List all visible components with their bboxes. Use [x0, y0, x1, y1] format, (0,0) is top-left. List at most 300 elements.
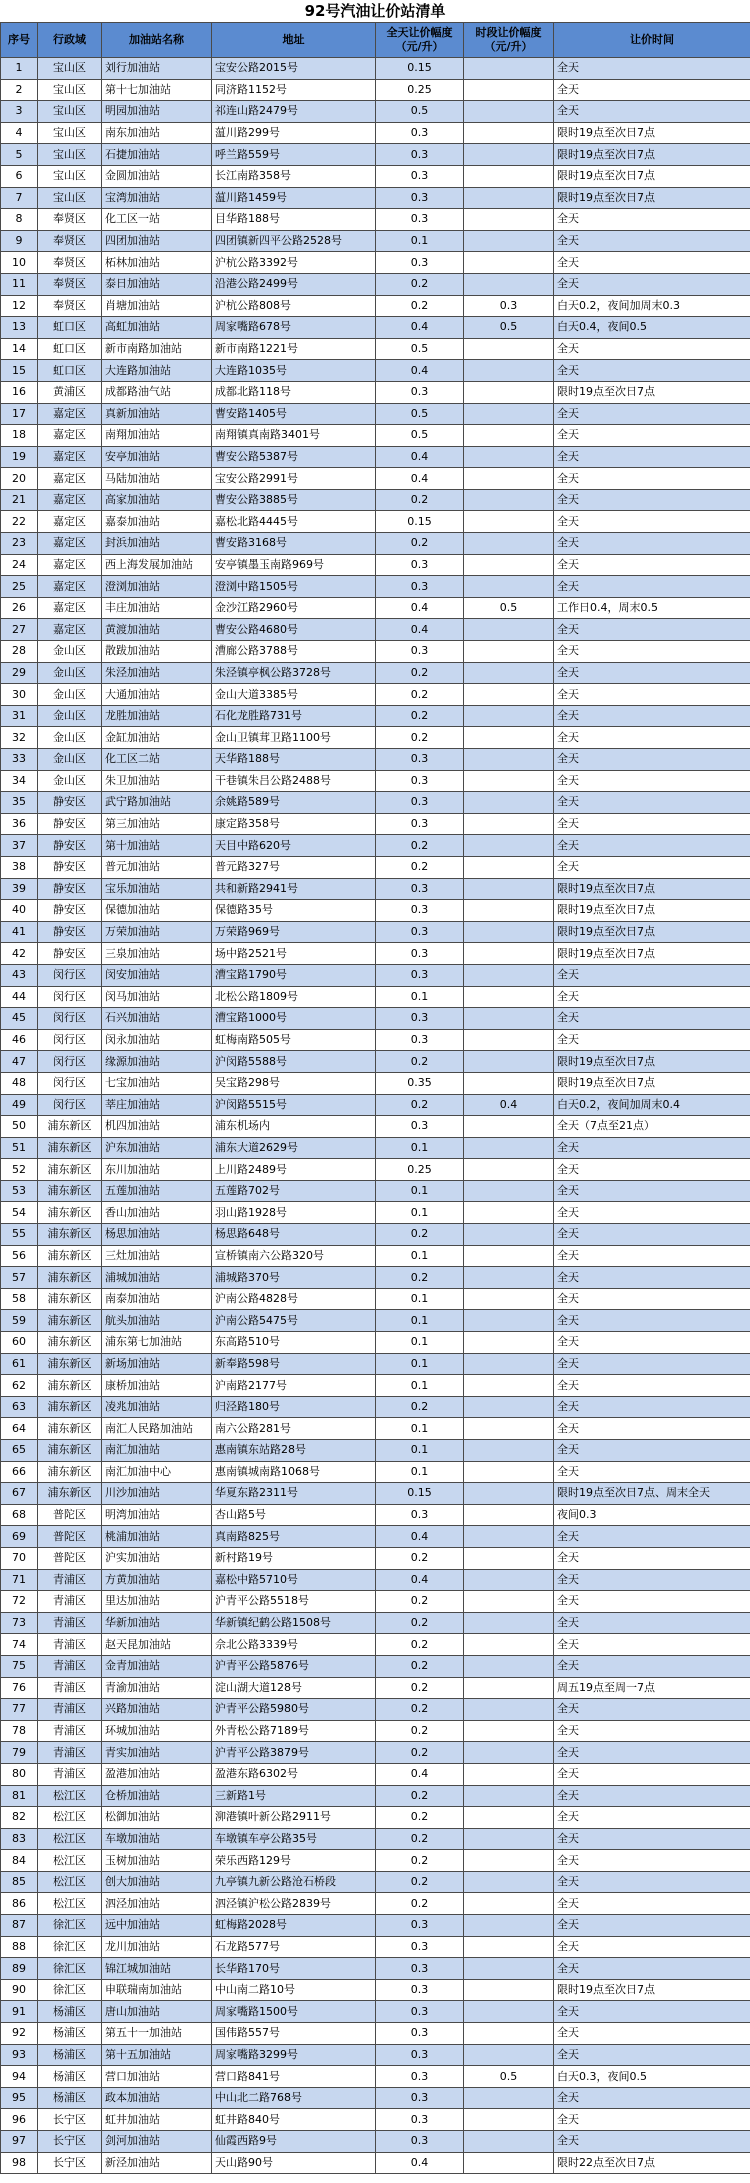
cell-discount-time: 全天	[554, 1526, 750, 1548]
cell-station-name: 闵安加油站	[102, 964, 212, 986]
cell-district: 虹口区	[38, 338, 102, 360]
cell-station-name: 桃浦加油站	[102, 1526, 212, 1548]
cell-station-name: 闵永加油站	[102, 1029, 212, 1051]
cell-discount-time: 全天	[554, 1655, 750, 1677]
table-row	[1, 1461, 750, 1483]
cell-discount-time: 全天	[554, 489, 750, 511]
table-row	[1, 425, 750, 447]
cell-district: 青浦区	[38, 1699, 102, 1721]
cell-station-name: 成都路油气站	[102, 381, 212, 403]
cell-station-name: 兴路加油站	[102, 1699, 212, 1721]
cell-address: 沪青平公路5518号	[212, 1591, 376, 1613]
cell-address: 万荣路969号	[212, 921, 376, 943]
cell-address: 澄浏中路1505号	[212, 576, 376, 598]
cell-full-day-discount: 0.3	[376, 1116, 464, 1138]
cell-district: 闵行区	[38, 1051, 102, 1073]
cell-district: 奉贤区	[38, 230, 102, 252]
cell-full-day-discount: 0.5	[376, 403, 464, 425]
cell-address: 长华路170号	[212, 1958, 376, 1980]
cell-full-day-discount: 0.1	[376, 986, 464, 1008]
cell-address: 呼兰路559号	[212, 144, 376, 166]
cell-full-day-discount: 0.3	[376, 2131, 464, 2153]
cell-address: 漕宝路1790号	[212, 964, 376, 986]
cell-index: 59	[1, 1310, 38, 1332]
header-address: 地址	[212, 23, 376, 58]
cell-station-name: 南翔加油站	[102, 425, 212, 447]
cell-period-discount	[464, 2044, 554, 2066]
cell-index: 10	[1, 252, 38, 274]
cell-full-day-discount: 0.1	[376, 1202, 464, 1224]
table-row	[1, 1763, 750, 1785]
cell-address: 杨思路648号	[212, 1224, 376, 1246]
cell-discount-time: 限时22点至次日7点	[554, 2152, 750, 2174]
cell-address: 蕰川路1459号	[212, 187, 376, 209]
cell-discount-time: 全天	[554, 360, 750, 382]
cell-full-day-discount: 0.2	[376, 1591, 464, 1613]
cell-district: 嘉定区	[38, 619, 102, 641]
cell-station-name: 明湾加油站	[102, 1504, 212, 1526]
cell-address: 大连路1035号	[212, 360, 376, 382]
station-table	[0, 22, 750, 2174]
cell-discount-time: 限时19点至次日7点	[554, 144, 750, 166]
cell-discount-time: 限时19点至次日7点	[554, 943, 750, 965]
cell-period-discount	[464, 1591, 554, 1613]
cell-discount-time: 白天0.3，夜间0.5	[554, 2066, 750, 2088]
cell-discount-time: 全天	[554, 1137, 750, 1159]
cell-index: 98	[1, 2152, 38, 2174]
cell-full-day-discount: 0.2	[376, 662, 464, 684]
table-row	[1, 727, 750, 749]
cell-district: 静安区	[38, 878, 102, 900]
cell-full-day-discount: 0.25	[376, 79, 464, 101]
cell-full-day-discount: 0.3	[376, 2066, 464, 2088]
cell-index: 16	[1, 381, 38, 403]
cell-station-name: 丰庄加油站	[102, 597, 212, 619]
cell-district: 宝山区	[38, 122, 102, 144]
cell-address: 五莲路702号	[212, 1180, 376, 1202]
table-row	[1, 252, 750, 274]
cell-station-name: 环城加油站	[102, 1720, 212, 1742]
cell-discount-time: 全天	[554, 1958, 750, 1980]
cell-station-name: 第三加油站	[102, 813, 212, 835]
cell-district: 宝山区	[38, 187, 102, 209]
cell-period-discount	[464, 749, 554, 771]
table-row	[1, 273, 750, 295]
cell-discount-time: 全天	[554, 792, 750, 814]
cell-period-discount	[464, 1029, 554, 1051]
cell-discount-time: 全天	[554, 1029, 750, 1051]
table-row	[1, 1137, 750, 1159]
cell-full-day-discount: 0.3	[376, 2001, 464, 2023]
cell-district: 浦东新区	[38, 1137, 102, 1159]
cell-index: 52	[1, 1159, 38, 1181]
header-district: 行政域	[38, 23, 102, 58]
cell-full-day-discount: 0.15	[376, 58, 464, 80]
cell-full-day-discount: 0.2	[376, 684, 464, 706]
cell-discount-time: 全天	[554, 1828, 750, 1850]
cell-index: 78	[1, 1720, 38, 1742]
cell-district: 浦东新区	[38, 1375, 102, 1397]
cell-period-discount	[464, 425, 554, 447]
cell-discount-time: 全天	[554, 1375, 750, 1397]
cell-address: 宣桥镇南六公路320号	[212, 1245, 376, 1267]
cell-period-discount	[464, 900, 554, 922]
cell-period-discount	[464, 1051, 554, 1073]
cell-period-discount: 0.5	[464, 597, 554, 619]
cell-period-discount	[464, 79, 554, 101]
cell-index: 3	[1, 101, 38, 123]
cell-index: 30	[1, 684, 38, 706]
cell-station-name: 肖塘加油站	[102, 295, 212, 317]
cell-discount-time: 全天	[554, 727, 750, 749]
cell-discount-time: 限时19点至次日7点	[554, 1072, 750, 1094]
cell-station-name: 第五十一加油站	[102, 2023, 212, 2045]
cell-discount-time: 全天	[554, 1699, 750, 1721]
cell-index: 9	[1, 230, 38, 252]
cell-full-day-discount: 0.3	[376, 921, 464, 943]
cell-station-name: 化工区一站	[102, 209, 212, 231]
cell-address: 沪南路2177号	[212, 1375, 376, 1397]
cell-district: 金山区	[38, 770, 102, 792]
table-body	[1, 58, 750, 2174]
cell-station-name: 沪东加油站	[102, 1137, 212, 1159]
cell-period-discount	[464, 1850, 554, 1872]
cell-full-day-discount: 0.2	[376, 1267, 464, 1289]
cell-period-discount	[464, 964, 554, 986]
cell-period-discount	[464, 101, 554, 123]
cell-full-day-discount: 0.3	[376, 2044, 464, 2066]
cell-index: 7	[1, 187, 38, 209]
cell-station-name: 玉树加油站	[102, 1850, 212, 1872]
cell-station-name: 真新加油站	[102, 403, 212, 425]
cell-address: 沪青平公路3879号	[212, 1742, 376, 1764]
cell-full-day-discount: 0.3	[376, 2087, 464, 2109]
cell-station-name: 高虹加油站	[102, 317, 212, 339]
cell-station-name: 金圆加油站	[102, 165, 212, 187]
cell-full-day-discount: 0.2	[376, 1699, 464, 1721]
cell-full-day-discount: 0.2	[376, 1807, 464, 1829]
cell-full-day-discount: 0.3	[376, 900, 464, 922]
cell-address: 周家嘴路3299号	[212, 2044, 376, 2066]
cell-discount-time: 全天	[554, 641, 750, 663]
cell-address: 祁连山路2479号	[212, 101, 376, 123]
cell-district: 奉贤区	[38, 209, 102, 231]
cell-discount-time: 全天	[554, 1850, 750, 1872]
cell-station-name: 化工区二站	[102, 749, 212, 771]
cell-discount-time: 全天	[554, 554, 750, 576]
cell-address: 天山路90号	[212, 2152, 376, 2174]
table-row	[1, 878, 750, 900]
cell-address: 沪青平公路5876号	[212, 1655, 376, 1677]
cell-station-name: 车墩加油站	[102, 1828, 212, 1850]
cell-station-name: 龙胜加油站	[102, 705, 212, 727]
cell-address: 华夏东路2311号	[212, 1483, 376, 1505]
cell-period-discount	[464, 58, 554, 80]
cell-discount-time: 全天	[554, 1547, 750, 1569]
cell-index: 76	[1, 1677, 38, 1699]
cell-period-discount	[464, 1332, 554, 1354]
cell-station-name: 南泰加油站	[102, 1288, 212, 1310]
cell-full-day-discount: 0.2	[376, 1828, 464, 1850]
cell-period-discount	[464, 1699, 554, 1721]
cell-district: 浦东新区	[38, 1353, 102, 1375]
cell-index: 8	[1, 209, 38, 231]
cell-district: 金山区	[38, 662, 102, 684]
cell-station-name: 南汇人民路加油站	[102, 1418, 212, 1440]
cell-full-day-discount: 0.1	[376, 1418, 464, 1440]
cell-district: 浦东新区	[38, 1461, 102, 1483]
cell-discount-time: 全天	[554, 1202, 750, 1224]
cell-discount-time: 全天	[554, 58, 750, 80]
cell-full-day-discount: 0.3	[376, 641, 464, 663]
cell-index: 38	[1, 856, 38, 878]
cell-station-name: 东川加油站	[102, 1159, 212, 1181]
cell-discount-time: 全天	[554, 2044, 750, 2066]
cell-index: 37	[1, 835, 38, 857]
cell-full-day-discount: 0.3	[376, 749, 464, 771]
cell-full-day-discount: 0.3	[376, 2109, 464, 2131]
cell-station-name: 柘林加油站	[102, 252, 212, 274]
cell-discount-time: 全天	[554, 511, 750, 533]
cell-index: 12	[1, 295, 38, 317]
cell-district: 闵行区	[38, 1072, 102, 1094]
cell-index: 45	[1, 1008, 38, 1030]
cell-address: 金沙江路2960号	[212, 597, 376, 619]
table-row	[1, 1699, 750, 1721]
cell-period-discount	[464, 1288, 554, 1310]
cell-full-day-discount: 0.3	[376, 878, 464, 900]
cell-station-name: 锦江城加油站	[102, 1958, 212, 1980]
cell-district: 嘉定区	[38, 597, 102, 619]
cell-district: 浦东新区	[38, 1180, 102, 1202]
table-row	[1, 1051, 750, 1073]
cell-index: 69	[1, 1526, 38, 1548]
cell-period-discount	[464, 1958, 554, 1980]
cell-index: 77	[1, 1699, 38, 1721]
table-row	[1, 489, 750, 511]
table-row	[1, 1332, 750, 1354]
cell-period-discount	[464, 533, 554, 555]
cell-station-name: 南汇加油站	[102, 1440, 212, 1462]
cell-full-day-discount: 0.3	[376, 576, 464, 598]
cell-index: 4	[1, 122, 38, 144]
cell-district: 青浦区	[38, 1634, 102, 1656]
cell-district: 浦东新区	[38, 1418, 102, 1440]
cell-address: 天华路188号	[212, 749, 376, 771]
cell-address: 浦东机场内	[212, 1116, 376, 1138]
cell-period-discount	[464, 273, 554, 295]
table-row	[1, 1526, 750, 1548]
cell-period-discount	[464, 1504, 554, 1526]
cell-address: 沪青平公路5980号	[212, 1699, 376, 1721]
cell-address: 安亭镇墨玉南路969号	[212, 554, 376, 576]
cell-index: 35	[1, 792, 38, 814]
cell-address: 余姚路589号	[212, 792, 376, 814]
cell-address: 营口路841号	[212, 2066, 376, 2088]
cell-full-day-discount: 0.1	[376, 1245, 464, 1267]
cell-district: 嘉定区	[38, 511, 102, 533]
cell-discount-time: 全天	[554, 2131, 750, 2153]
cell-station-name: 沪实加油站	[102, 1547, 212, 1569]
cell-station-name: 武宁路加油站	[102, 792, 212, 814]
cell-full-day-discount: 0.4	[376, 317, 464, 339]
cell-station-name: 第十五加油站	[102, 2044, 212, 2066]
table-row	[1, 122, 750, 144]
cell-full-day-discount: 0.2	[376, 705, 464, 727]
cell-district: 青浦区	[38, 1655, 102, 1677]
cell-station-name: 高家加油站	[102, 489, 212, 511]
cell-full-day-discount: 0.2	[376, 1720, 464, 1742]
cell-district: 浦东新区	[38, 1440, 102, 1462]
cell-station-name: 南东加油站	[102, 122, 212, 144]
cell-period-discount	[464, 381, 554, 403]
cell-index: 48	[1, 1072, 38, 1094]
table-row	[1, 2152, 750, 2174]
table-row	[1, 900, 750, 922]
cell-station-name: 大通加油站	[102, 684, 212, 706]
cell-station-name: 三泉加油站	[102, 943, 212, 965]
table-row	[1, 511, 750, 533]
cell-district: 闵行区	[38, 986, 102, 1008]
cell-district: 虹口区	[38, 360, 102, 382]
cell-district: 金山区	[38, 727, 102, 749]
cell-full-day-discount: 0.2	[376, 1224, 464, 1246]
cell-district: 松江区	[38, 1850, 102, 1872]
cell-discount-time: 限时19点至次日7点	[554, 1051, 750, 1073]
cell-period-discount	[464, 856, 554, 878]
cell-discount-time: 全天	[554, 425, 750, 447]
cell-address: 华新镇纪鹤公路1508号	[212, 1612, 376, 1634]
cell-station-name: 仓桥加油站	[102, 1785, 212, 1807]
header-row	[1, 23, 750, 58]
table-row	[1, 1094, 750, 1116]
cell-full-day-discount: 0.2	[376, 1871, 464, 1893]
cell-index: 67	[1, 1483, 38, 1505]
table-row	[1, 1310, 750, 1332]
cell-district: 浦东新区	[38, 1245, 102, 1267]
cell-discount-time: 全天	[554, 1634, 750, 1656]
cell-discount-time: 全天	[554, 209, 750, 231]
cell-station-name: 青渝加油站	[102, 1677, 212, 1699]
cell-period-discount	[464, 1785, 554, 1807]
cell-index: 62	[1, 1375, 38, 1397]
cell-station-name: 朱卫加油站	[102, 770, 212, 792]
cell-index: 63	[1, 1396, 38, 1418]
cell-period-discount	[464, 1979, 554, 2001]
cell-period-discount	[464, 2087, 554, 2109]
table-row	[1, 1288, 750, 1310]
cell-period-discount: 0.4	[464, 1094, 554, 1116]
cell-index: 15	[1, 360, 38, 382]
cell-station-name: 五莲加油站	[102, 1180, 212, 1202]
cell-district: 金山区	[38, 684, 102, 706]
cell-district: 金山区	[38, 705, 102, 727]
cell-index: 89	[1, 1958, 38, 1980]
cell-address: 周家嘴路1500号	[212, 2001, 376, 2023]
cell-discount-time: 全天	[554, 1915, 750, 1937]
cell-period-discount	[464, 338, 554, 360]
cell-index: 26	[1, 597, 38, 619]
cell-discount-time: 全天	[554, 79, 750, 101]
cell-station-name: 龙川加油站	[102, 1936, 212, 1958]
cell-index: 94	[1, 2066, 38, 2088]
cell-address: 吴宝路298号	[212, 1072, 376, 1094]
cell-period-discount	[464, 1763, 554, 1785]
cell-period-discount	[464, 1720, 554, 1742]
cell-discount-time: 白天0.4，夜间0.5	[554, 317, 750, 339]
cell-index: 27	[1, 619, 38, 641]
cell-period-discount	[464, 1915, 554, 1937]
cell-station-name: 唐山加油站	[102, 2001, 212, 2023]
cell-address: 沪杭公路808号	[212, 295, 376, 317]
cell-address: 惠南镇城南路1068号	[212, 1461, 376, 1483]
cell-station-name: 凌兆加油站	[102, 1396, 212, 1418]
cell-full-day-discount: 0.1	[376, 1461, 464, 1483]
cell-address: 归泾路180号	[212, 1396, 376, 1418]
cell-district: 奉贤区	[38, 252, 102, 274]
table-row	[1, 1267, 750, 1289]
cell-index: 91	[1, 2001, 38, 2023]
cell-district: 青浦区	[38, 1763, 102, 1785]
table-row	[1, 943, 750, 965]
cell-station-name: 嘉泰加油站	[102, 511, 212, 533]
table-row	[1, 1547, 750, 1569]
cell-index: 28	[1, 641, 38, 663]
cell-address: 漕廊公路3788号	[212, 641, 376, 663]
cell-full-day-discount: 0.2	[376, 1094, 464, 1116]
cell-full-day-discount: 0.2	[376, 1785, 464, 1807]
cell-discount-time: 全天	[554, 1418, 750, 1440]
cell-address: 曹安路3168号	[212, 533, 376, 555]
table-row	[1, 2109, 750, 2131]
cell-index: 18	[1, 425, 38, 447]
table-row	[1, 986, 750, 1008]
cell-period-discount	[464, 1828, 554, 1850]
cell-index: 61	[1, 1353, 38, 1375]
cell-index: 58	[1, 1288, 38, 1310]
cell-station-name: 封浜加油站	[102, 533, 212, 555]
cell-discount-time: 全天	[554, 1310, 750, 1332]
cell-station-name: 黄渡加油站	[102, 619, 212, 641]
cell-discount-time: 全天	[554, 1785, 750, 1807]
cell-index: 46	[1, 1029, 38, 1051]
cell-station-name: 营口加油站	[102, 2066, 212, 2088]
cell-period-discount	[464, 1116, 554, 1138]
table-row	[1, 468, 750, 490]
cell-full-day-discount: 0.1	[376, 1180, 464, 1202]
table-row	[1, 1375, 750, 1397]
cell-station-name: 松御加油站	[102, 1807, 212, 1829]
cell-district: 静安区	[38, 813, 102, 835]
cell-district: 浦东新区	[38, 1332, 102, 1354]
cell-full-day-discount: 0.2	[376, 1612, 464, 1634]
cell-district: 徐汇区	[38, 1958, 102, 1980]
cell-index: 53	[1, 1180, 38, 1202]
table-row	[1, 338, 750, 360]
cell-district: 浦东新区	[38, 1116, 102, 1138]
table-row	[1, 964, 750, 986]
cell-period-discount	[464, 446, 554, 468]
cell-station-name: 宝乐加油站	[102, 878, 212, 900]
cell-discount-time: 全天	[554, 2023, 750, 2045]
cell-period-discount	[464, 1634, 554, 1656]
cell-address: 曹安公路3885号	[212, 489, 376, 511]
cell-index: 84	[1, 1850, 38, 1872]
cell-index: 97	[1, 2131, 38, 2153]
cell-station-name: 里达加油站	[102, 1591, 212, 1613]
cell-discount-time: 全天	[554, 101, 750, 123]
cell-district: 松江区	[38, 1828, 102, 1850]
